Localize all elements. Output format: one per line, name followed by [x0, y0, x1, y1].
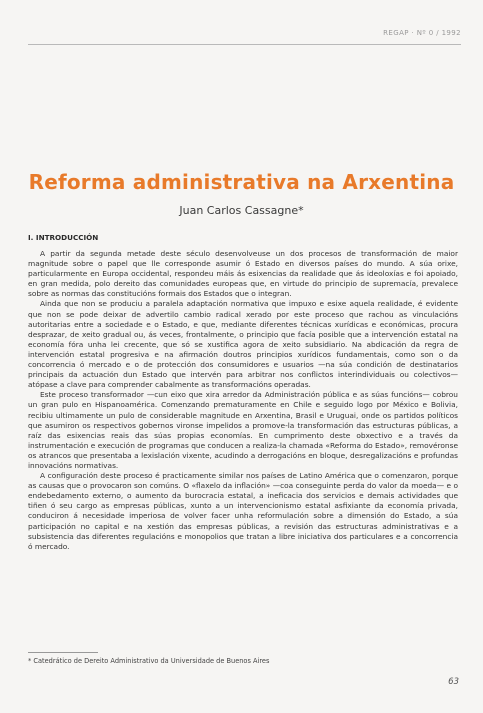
body-paragraph: Ainda que non se produciu a paralela adaptación normativa que impuxo e esixe aquela realidade, é evidente que non se pode deixar de advertilo cambio radical xerado por este proceso que rachou as vinculacións autoritarias entre a sociedade e o Estado, e que, mediante diferentes técnicas xurídicas e económicas, procura desprazar, de xeito gradual ou, ás veces, frontalmente, o principio que facía posible que a intervención estatal na economía fóra unha lei crecente, que só se xustifica agora de xeito subsidiario. Na abdicación da regra de intervención estatal progresiva e na afirmación doutros principios xurídicos fundamentais, como son o da concorrencia ó mercado e o de protección dos consumidores e usuarios —na súa condición de destinatarios principais da actuación dun Estado que intervén para arbitrar nos conflictos interindividuais ou colectivos— atópase a clave para comprender cabalmente as transformacións operadas. [28, 299, 458, 390]
body-paragraph: Este proceso transformador —cun eixo que xira arredor da Administración pública e as súas funcións— cobrou un gran pulo en Hispanoamérica. Comenzando prematuramente en Chile e seguido logo por México e Bolivia, recibiu ultimamente un pulo de considerable magnitude en Arxentina, Brasil e Uruguai, onde os partidos políticos que asumiron os respectivos gobernos vironse impelidos a promove-la transformación das estructuras públicas, a raíz das esixencias reais das súas propias economías. En cumprimento deste obxectivo e a través da instrumentación e execución de programas que conducen a realiza-la chamada «Reforma do Estado», removéronse os atrancos que presentaba a lexislación vixente, acudindo a derrogacións en bloque, desregalizacións e profundas innovacións normativas. [28, 390, 458, 470]
running-head: REGAP · Nº 0 / 1992 [383, 29, 461, 37]
body-paragraph: A configuración deste proceso é practicamente similar nos países de Latino América que o comenzaron, porque as causas que o provocaron son comúns. O «flaxelo da inflación» —coa conseguinte perda do valor da moeda— e o endebedamento externo, o aumento da burocracia estatal, a ineficacia dos servicios e demais actividades que tiñen ó seu cargo as empresas públicas, xunto a un intervencionismo estatal asfixiante da economía privada, conduciron á necesidade imperiosa de volver facer unha reformulación sobre a dimensión do Estado, a súa participación no capital e na xestión das empresas públicas, a revisión das estructuras administrativas e a subsistencia das diferentes regulacións e monopolios que tratan a libre iniciativa dos particulares e a concorrencia ó mercado. [28, 471, 458, 551]
article-body [28, 249, 458, 552]
page-number: 63 [448, 677, 459, 687]
header-rule [28, 44, 461, 45]
article-title: Reforma administrativa na Arxentina [28, 170, 455, 194]
section-heading: I. INTRODUCCIÓN [28, 233, 99, 242]
article-author: Juan Carlos Cassagne* [179, 204, 304, 217]
body-paragraph: A partir da segunda metade deste século desenvolveuse un dos procesos de transformación de maior magnitude sobre o papel que lle corresponde asumir ó Estado en diversos países do mundo. A súa orixe, particularmente en Europa occidental, respondeu máis ás esixencias da realidade que ás ideoloxías e foi apoiado, en gran medida, polo dereito das comunidades europeas que, en virtude do principio de supremacía, prevalece sobre as normas das constitucións formais dos Estados que o integran. [28, 249, 458, 299]
footnote-rule [28, 652, 98, 653]
footnote: * Catedrático de Dereito Administrativo da Universidade de Buenos Aires [28, 657, 270, 665]
